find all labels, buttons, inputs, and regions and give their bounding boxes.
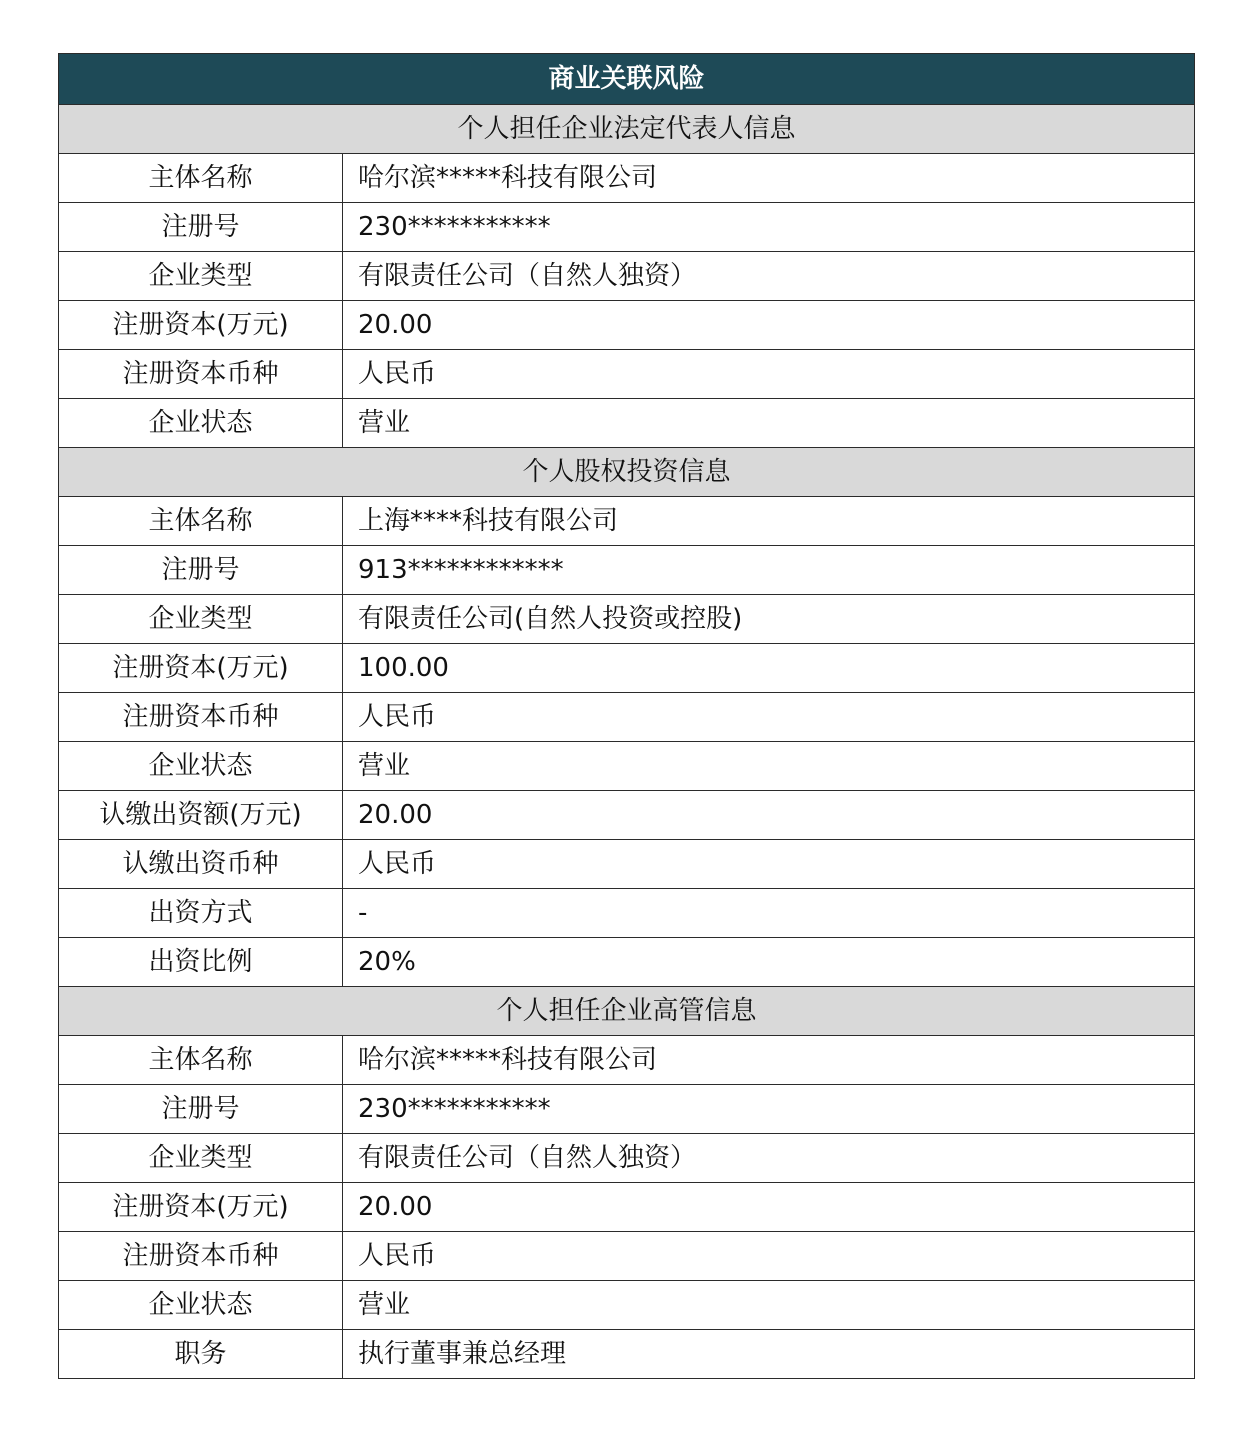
table-row [59,350,1195,399]
table-row [59,1036,1195,1085]
field-value: 营业 [343,1281,1195,1330]
table-row [59,1281,1195,1330]
table-row [59,840,1195,889]
table-row [59,889,1195,938]
field-label: 企业类型 [59,252,343,301]
field-label: 职务 [59,1330,343,1379]
field-label: 注册资本币种 [59,1232,343,1281]
field-label: 认缴出资额(万元) [59,791,343,840]
field-value: 上海****科技有限公司 [343,497,1195,546]
table-title-row [59,54,1195,105]
field-value: 20.00 [343,301,1195,350]
table-row [59,203,1195,252]
table-row [59,791,1195,840]
field-label: 主体名称 [59,1036,343,1085]
field-label: 注册资本币种 [59,693,343,742]
field-value: 哈尔滨*****科技有限公司 [343,1036,1195,1085]
field-value: 人民币 [343,1232,1195,1281]
field-label: 企业状态 [59,399,343,448]
section-heading-row [59,987,1195,1036]
table-row [59,497,1195,546]
table-row [59,1232,1195,1281]
table-title: 商业关联风险 [59,54,1195,105]
table-row [59,301,1195,350]
table-row [59,1183,1195,1232]
table-row [59,693,1195,742]
field-value: 有限责任公司（自然人独资） [343,252,1195,301]
field-value: 哈尔滨*****科技有限公司 [343,154,1195,203]
field-value: 有限责任公司(自然人投资或控股) [343,595,1195,644]
table-row [59,546,1195,595]
section-heading-row [59,105,1195,154]
field-value: 人民币 [343,840,1195,889]
field-label: 注册资本币种 [59,350,343,399]
field-value: 营业 [343,399,1195,448]
field-value: 20% [343,938,1195,987]
field-label: 出资比例 [59,938,343,987]
field-value: - [343,889,1195,938]
table-row [59,595,1195,644]
commercial-risk-table [58,53,1195,1379]
field-value: 营业 [343,742,1195,791]
table-row [59,938,1195,987]
section-heading: 个人股权投资信息 [59,448,1195,497]
section-heading: 个人担任企业法定代表人信息 [59,105,1195,154]
field-label: 注册号 [59,546,343,595]
field-label: 企业状态 [59,1281,343,1330]
field-label: 注册号 [59,1085,343,1134]
table-row [59,1134,1195,1183]
field-label: 企业类型 [59,595,343,644]
field-label: 出资方式 [59,889,343,938]
field-value: 230*********** [343,203,1195,252]
field-label: 企业状态 [59,742,343,791]
field-value: 有限责任公司（自然人独资） [343,1134,1195,1183]
field-value: 230*********** [343,1085,1195,1134]
field-label: 注册资本(万元) [59,1183,343,1232]
table-row [59,644,1195,693]
field-label: 注册资本(万元) [59,644,343,693]
field-label: 注册号 [59,203,343,252]
field-label: 注册资本(万元) [59,301,343,350]
field-value: 执行董事兼总经理 [343,1330,1195,1379]
field-label: 主体名称 [59,154,343,203]
section-heading: 个人担任企业高管信息 [59,987,1195,1036]
table-row [59,742,1195,791]
table-row [59,1330,1195,1379]
table-row [59,252,1195,301]
field-value: 100.00 [343,644,1195,693]
field-label: 认缴出资币种 [59,840,343,889]
table-row [59,1085,1195,1134]
field-label: 企业类型 [59,1134,343,1183]
field-value: 20.00 [343,1183,1195,1232]
field-label: 主体名称 [59,497,343,546]
field-value: 人民币 [343,350,1195,399]
field-value: 20.00 [343,791,1195,840]
field-value: 913************ [343,546,1195,595]
field-value: 人民币 [343,693,1195,742]
table-row [59,399,1195,448]
table-row [59,154,1195,203]
section-heading-row [59,448,1195,497]
